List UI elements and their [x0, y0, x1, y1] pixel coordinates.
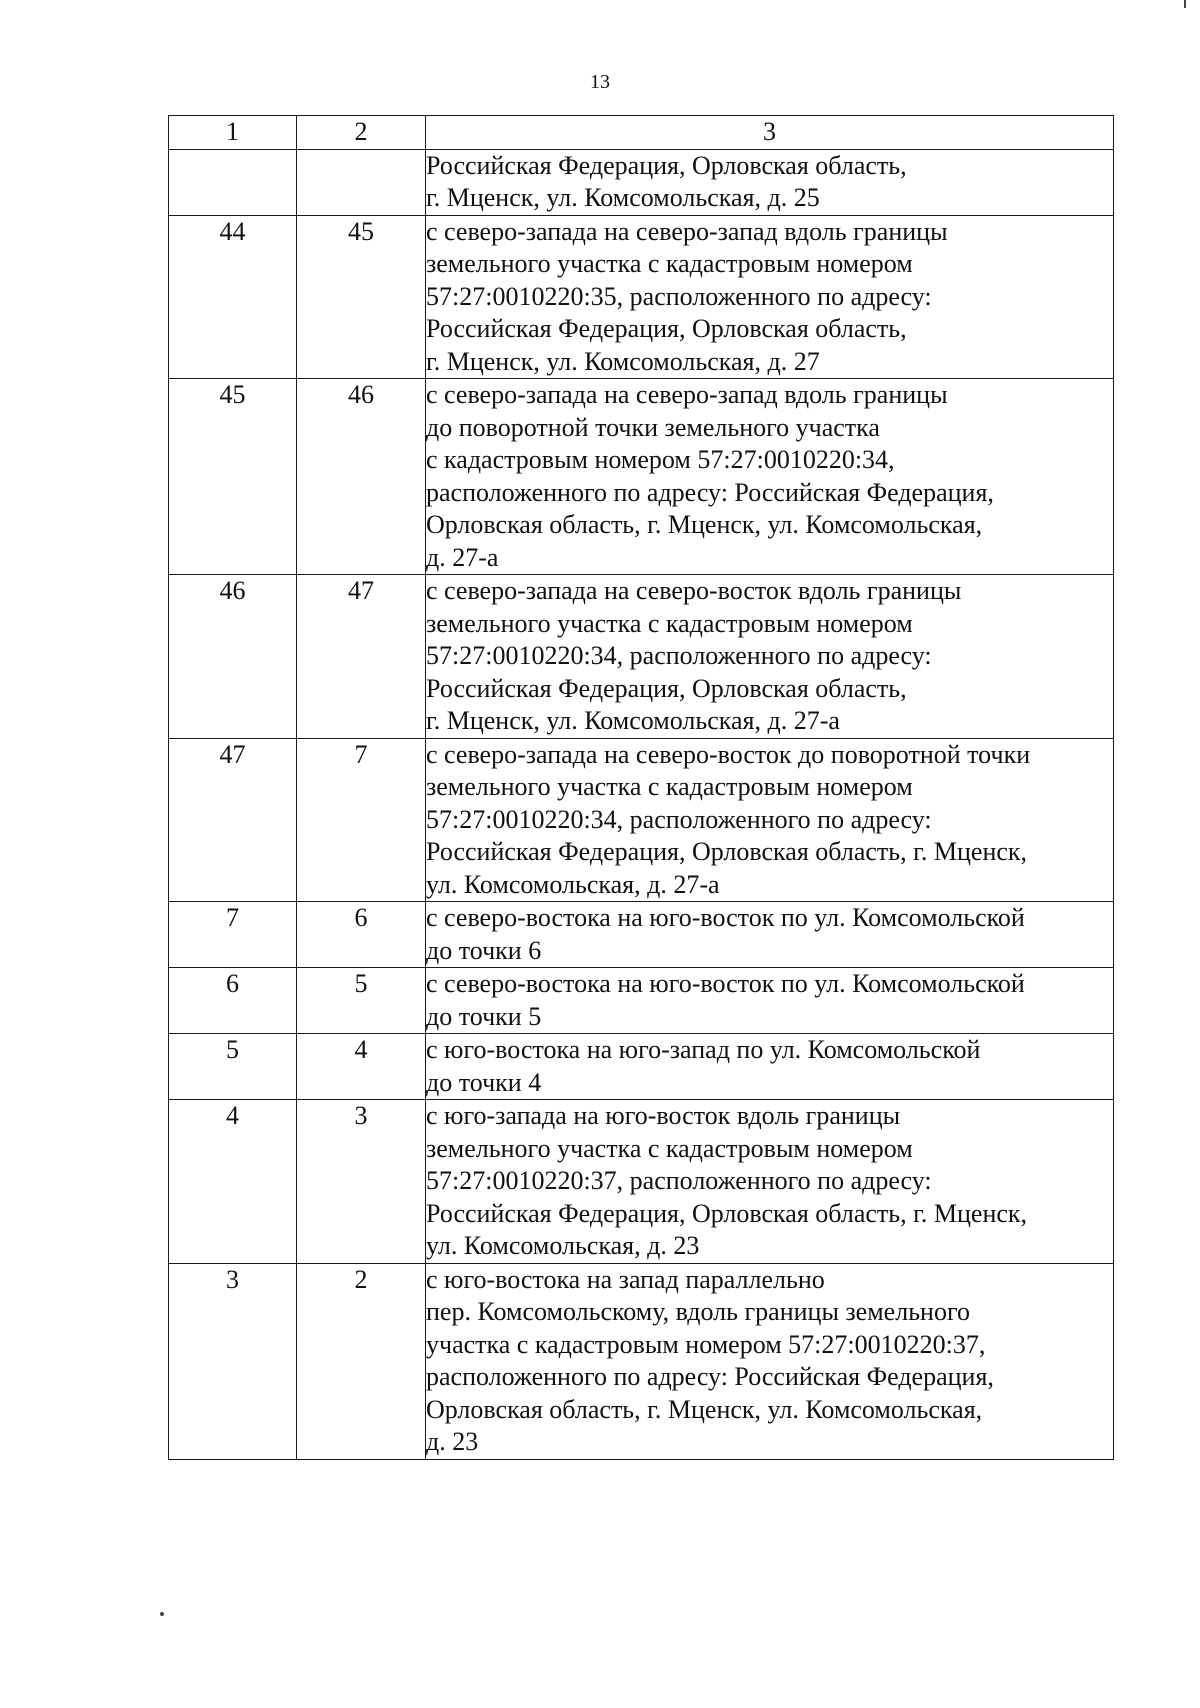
boundary-description-table: [168, 115, 1114, 1460]
table-row: [169, 968, 1114, 1034]
table-row: [169, 575, 1114, 739]
to-point-cell: 7: [297, 738, 426, 902]
to-point-cell: 5: [297, 968, 426, 1034]
page-number: 13: [590, 71, 610, 93]
from-point-cell: [169, 149, 297, 215]
to-point-cell: 45: [297, 215, 426, 379]
to-point-cell: 46: [297, 379, 426, 575]
to-point-cell: 6: [297, 902, 426, 968]
table-header-row: [169, 116, 1114, 150]
from-point-cell: 3: [169, 1263, 297, 1459]
to-point-cell: [297, 149, 426, 215]
from-point-cell: 46: [169, 575, 297, 739]
to-point-cell: 3: [297, 1100, 426, 1264]
table-row: [169, 149, 1114, 215]
to-point-cell: 47: [297, 575, 426, 739]
table-row: [169, 1100, 1114, 1264]
from-point-cell: 45: [169, 379, 297, 575]
table-row: [169, 1034, 1114, 1100]
boundary-description-cell: с северо-запада на северо-восток до поворотной точки земельного участка с кадастровым номером 57:27:0010220:34, расположенного по адресу: Российская Федерация, Орловская область, г. Мценск, ул. Комсомольская, д. 27-а: [426, 738, 1114, 902]
table-row: [169, 379, 1114, 575]
from-point-cell: 4: [169, 1100, 297, 1264]
column-header-3: 3: [426, 116, 1114, 150]
from-point-cell: 5: [169, 1034, 297, 1100]
boundary-description-cell: с северо-запада на северо-восток вдоль границы земельного участка с кадастровым номером 57:27:0010220:34, расположенного по адресу: Российская Федерация, Орловская область, г. Мценск, ул. Комсомольская, д. 27-а: [426, 575, 1114, 739]
from-point-cell: 6: [169, 968, 297, 1034]
boundary-description-cell: с северо-запада на северо-запад вдоль границы до поворотной точки земельного участка с кадастровым номером 57:27:0010220:34, расположенного по адресу: Российская Федерация, Орловская область, г. Мценск, ул. Комсомольская, д. 27-а: [426, 379, 1114, 575]
table-row: [169, 1263, 1114, 1459]
column-header-1: 1: [169, 116, 297, 150]
scan-speck: [160, 1612, 164, 1616]
from-point-cell: 7: [169, 902, 297, 968]
scan-speck: [1184, 0, 1186, 8]
boundary-description-cell: Российская Федерация, Орловская область, г. Мценск, ул. Комсомольская, д. 25: [426, 149, 1114, 215]
column-header-2: 2: [297, 116, 426, 150]
from-point-cell: 44: [169, 215, 297, 379]
to-point-cell: 4: [297, 1034, 426, 1100]
boundary-description-cell: с северо-запада на северо-запад вдоль границы земельного участка с кадастровым номером 57:27:0010220:35, расположенного по адресу: Российская Федерация, Орловская область, г. Мценск, ул. Комсомольская, д. 27: [426, 215, 1114, 379]
table-row: [169, 738, 1114, 902]
boundary-description-cell: с северо-востока на юго-восток по ул. Комсомольской до точки 6: [426, 902, 1114, 968]
from-point-cell: 47: [169, 738, 297, 902]
table-row: [169, 902, 1114, 968]
boundary-description-cell: с северо-востока на юго-восток по ул. Комсомольской до точки 5: [426, 968, 1114, 1034]
boundary-description-cell: с юго-востока на запад параллельно пер. Комсомольскому, вдоль границы земельного участка с кадастровым номером 57:27:0010220:37, расположенного по адресу: Российская Федерация, Орловская область, г. Мценск, ул. Комсомольская, д. 23: [426, 1263, 1114, 1459]
table-row: [169, 215, 1114, 379]
boundary-description-cell: с юго-запада на юго-восток вдоль границы земельного участка с кадастровым номером 57:27:0010220:37, расположенного по адресу: Российская Федерация, Орловская область, г. Мценск, ул. Комсомольская, д. 23: [426, 1100, 1114, 1264]
to-point-cell: 2: [297, 1263, 426, 1459]
boundary-description-cell: с юго-востока на юго-запад по ул. Комсомольской до точки 4: [426, 1034, 1114, 1100]
